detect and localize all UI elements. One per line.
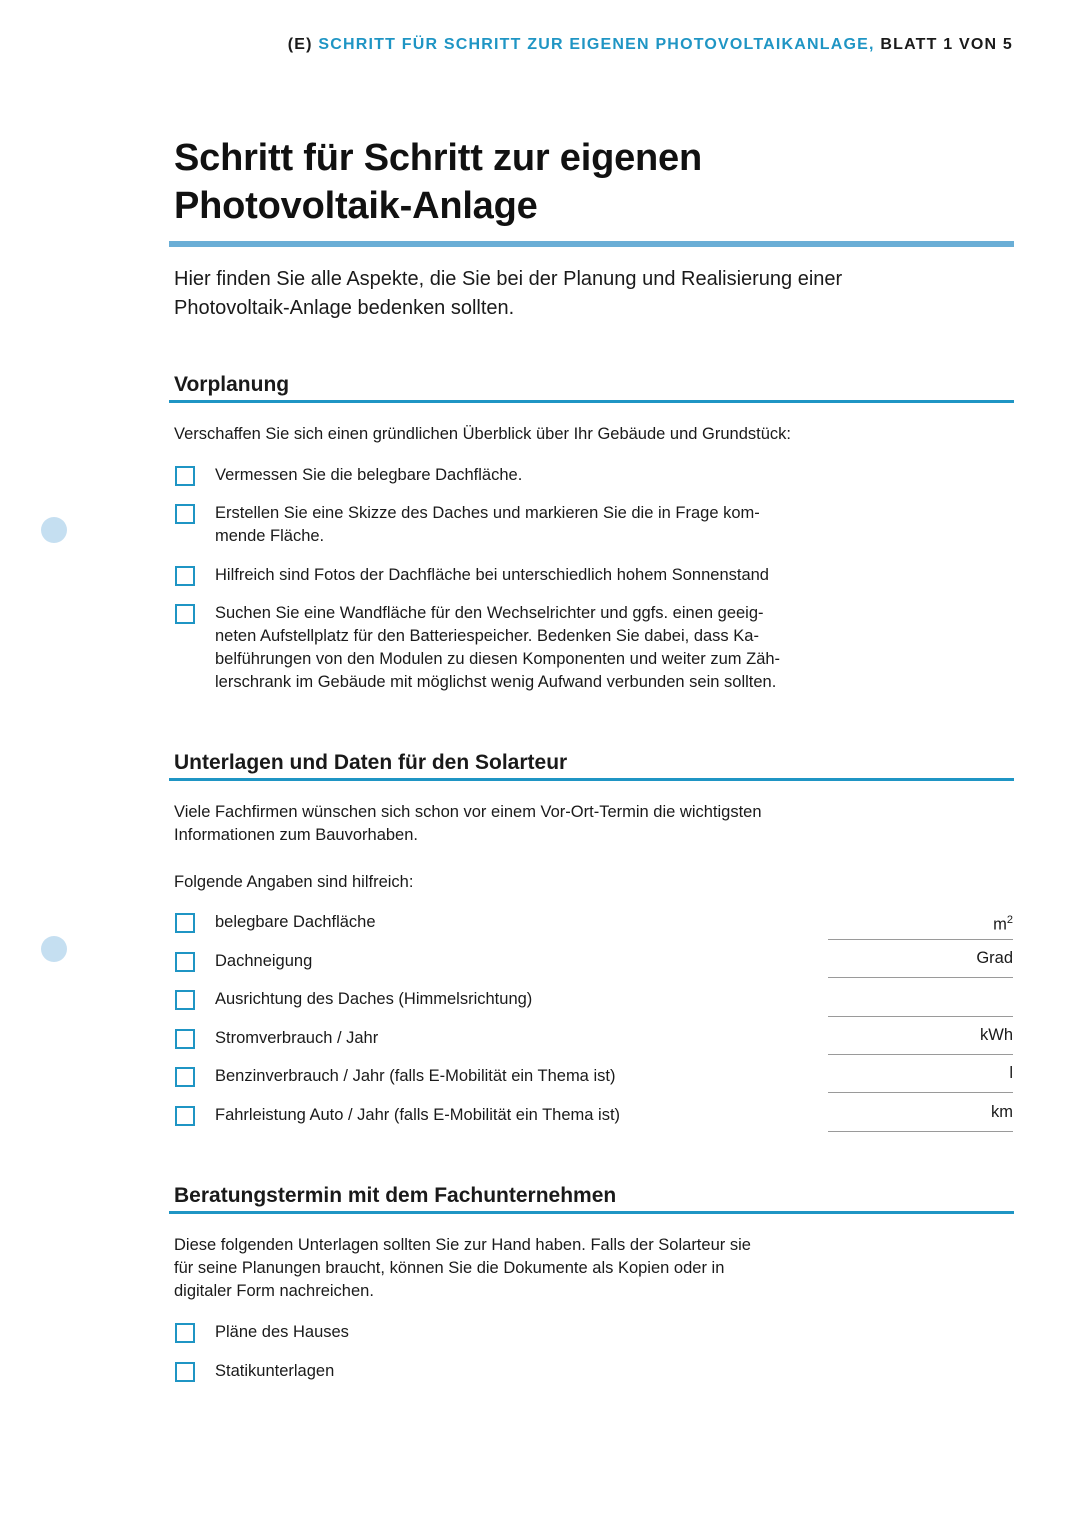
header-title: SCHRITT FÜR SCHRITT ZUR EIGENEN PHOTOVOLTAIKANLAGE, [318,36,875,53]
para-line: digitaler Form nachreichen. [174,1282,374,1300]
label-line: mende Fläche. [215,527,325,545]
checklist-item-label [215,564,769,587]
value-field-benzinverbrauch[interactable] [828,1062,1013,1093]
section-title-vorplanung: Vorplanung [174,373,290,396]
label-line: neten Aufstellplatz für den Batteriespeicher. Bedenken Sie dabei, dass Ka- [215,627,759,645]
intro-line-2: Photovoltaik-Anlage bedenken sollten. [174,297,515,319]
checkbox[interactable] [175,952,195,972]
checkbox[interactable] [175,566,195,586]
intro-line-1: Hier finden Sie alle Aspekte, die Sie bei der Planung und Realisierung einer [174,268,843,290]
data-item-label: Benzinverbrauch / Jahr (falls E-Mobilität ein Thema ist) [215,1067,616,1085]
header-code: (E) [287,36,313,53]
section-rule-vorplanung [169,400,1014,403]
running-header [288,36,1013,54]
data-item-label: Stromverbrauch / Jahr [215,1029,379,1047]
checkbox[interactable] [175,466,195,486]
value-field-dachflaeche[interactable] [828,909,1013,940]
unit-label: Grad [976,949,1013,967]
data-item-label: belegbare Dachfläche [215,913,376,931]
unterlagen-intro [174,801,834,847]
para-line: für seine Planungen braucht, können Sie die Dokumente als Kopien oder in [174,1259,725,1277]
unit-label: kWh [980,1026,1013,1044]
para-line: Informationen zum Bauvorhaben. [174,826,418,844]
value-field-dachneigung[interactable] [828,947,1013,978]
section-title-unterlagen: Unterlagen und Daten für den Solarteur [174,751,568,774]
label-line: lerschrank im Gebäude mit möglichst wenig Aufwand verbunden sein sollten. [215,673,777,691]
title-rule [169,241,1014,247]
value-field-stromverbrauch[interactable] [828,1024,1013,1055]
para-line: Diese folgenden Unterlagen sollten Sie zur Hand haben. Falls der Solarteur sie [174,1236,751,1254]
vorplanung-intro: Verschaffen Sie sich einen gründlichen Überblick über Ihr Gebäude und Grundstück: [174,425,791,443]
unterlagen-lead: Folgende Angaben sind hilfreich: [174,873,414,891]
unit-label: m [993,915,1007,934]
checkbox[interactable] [175,990,195,1010]
unit-label: l [1009,1064,1013,1082]
unit-superscript: 2 [1006,914,1013,926]
checklist-item-label: Statikunterlagen [215,1362,335,1380]
checkbox[interactable] [175,913,195,933]
data-item[interactable] [175,950,835,973]
checklist-item[interactable] [175,502,835,548]
page-title-line-1: Schritt für Schritt zur eigenen [174,137,702,179]
section-rule-unterlagen [169,778,1014,781]
header-sheet-number: BLATT 1 VON 5 [880,36,1013,53]
intro-text [174,265,974,323]
label-line: Hilfreich sind Fotos der Dachfläche bei unterschiedlich hohem Sonnenstand [215,566,769,584]
checkbox[interactable] [175,1106,195,1126]
checklist-item-label [215,602,780,694]
label-line: belführungen von den Modulen zu diesen Komponenten und weiter zum Zäh- [215,650,781,668]
data-item[interactable] [175,1027,835,1050]
data-item[interactable] [175,1104,835,1127]
data-item[interactable] [175,911,835,934]
unit-label: km [991,1103,1013,1121]
checklist-item[interactable] [175,564,835,587]
value-field-fahrleistung[interactable] [828,1101,1013,1132]
punch-hole-top [41,517,67,543]
para-line: Viele Fachfirmen wünschen sich schon vor einem Vor-Ort-Termin die wichtigsten [174,803,762,821]
checklist-item-label [215,464,522,487]
data-item[interactable] [175,1065,835,1088]
checklist-item[interactable] [175,1321,835,1344]
label-line: Suchen Sie eine Wandfläche für den Wechselrichter und ggfs. einen geeig- [215,604,764,622]
data-item[interactable] [175,988,835,1011]
checklist-item[interactable] [175,464,835,487]
page-title [174,134,994,230]
data-item-label: Fahrleistung Auto / Jahr (falls E-Mobilität ein Thema ist) [215,1106,621,1124]
checklist-item-label: Pläne des Hauses [215,1323,349,1341]
page-title-line-2: Photovoltaik-Anlage [174,185,538,227]
beratung-intro [174,1234,834,1303]
checkbox[interactable] [175,1067,195,1087]
checkbox[interactable] [175,1029,195,1049]
checkbox[interactable] [175,504,195,524]
punch-hole-bottom [41,936,67,962]
value-field-ausrichtung[interactable] [828,986,1013,1017]
label-line: Erstellen Sie eine Skizze des Daches und markieren Sie die in Frage kom- [215,504,760,522]
checkbox[interactable] [175,1362,195,1382]
data-item-label: Dachneigung [215,952,313,970]
checklist-item-label [215,502,760,548]
checkbox[interactable] [175,1323,195,1343]
section-rule-beratung [169,1211,1014,1214]
checklist-item[interactable] [175,602,835,694]
section-title-beratung: Beratungstermin mit dem Fachunternehmen [174,1184,617,1207]
checkbox[interactable] [175,604,195,624]
label-line: Vermessen Sie die belegbare Dachfläche. [215,466,523,484]
checklist-item[interactable] [175,1360,835,1383]
data-item-label: Ausrichtung des Daches (Himmelsrichtung) [215,990,533,1008]
